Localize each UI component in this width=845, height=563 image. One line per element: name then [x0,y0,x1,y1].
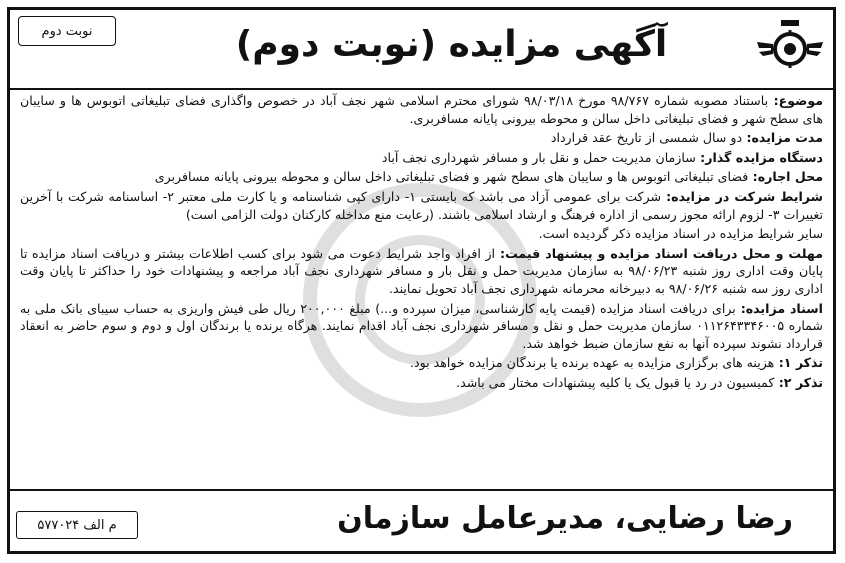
section-conditions: شرایط شرکت در مزایده: شرکت برای عمومی آزاد می باشد که بایستی ۱- دارای کپی شناسنامه و یا کارت ملی معتبر ۲- اساسنامه شرکت با آخرین تغییرات ۳- لزوم ارائه مجوز رسمی از اداره فرهنگ و ارشاد اسلامی باشند. (رعایت منع مداخله کارکنان دولت الزامی است) [20,188,823,222]
notice-header [10,10,833,90]
section-duration: مدت مزایده: دو سال شمسی از تاریخ عقد قرارداد [550,130,823,146]
round-badge: نوبت دوم [18,16,116,46]
section-documents: اسناد مزایده: برای دریافت اسناد مزایده (قیمت پایه کارشناسی، میزان سپرده و...) مبلغ ۲۰۰,۰۰۰ ریال طی فیش واریزی به حساب سیبای بانک ملی به شماره ۰۱۱۲۶۴۳۳۴۶۰۰۵ سازمان مدیریت حمل و نقل و مسافر شهرداری نجف آباد اقدام نمایند. هرگاه برنده یا برندگان اول و دوم و سوم حاضر به انعقاد قرارداد نشوند سپرده آنها به نفع سازمان ضبط خواهد شد. [20,300,823,351]
section-organizer: دستگاه مزایده گذار: سازمان مدیریت حمل و نقل بار و مسافر شهرداری نجف آباد [381,149,823,165]
section-note-1: تذکر ۱: هزینه های برگزاری مزایده به عهده برنده یا برندگان مزایده خواهد بود. [410,355,823,371]
section-other-conditions: سایر شرایط مزایده در اسناد مزایده ذکر گردیده است. [538,226,823,242]
section-subject: موضوع: باستناد مصوبه شماره ۹۸/۷۶۷ مورخ ۹۸/۰۳/۱۸ شورای محترم اسلامی شهر نجف آباد در خصوص واگذاری فضای تبلیغاتی اتوبوس ها و سایبان های سطح شهر و فضای تبلیغاتی داخل سالن و محوطه بیرونی پایانه مسافربری. [20,93,824,126]
section-location: محل اجاره: فضای تبلیغاتی اتوبوس ها و سایبان های سطح شهر و فضای تبلیغاتی داخل سالن و محوطه بیرونی پایانه مسافربری [154,169,823,185]
section-deadline: مهلت و محل دریافت اسناد مزایده و پیشنهاد قیمت: از افراد واجد شرایط دعوت می شود برای کسب اطلاعات بیشتر و دریافت اسناد مزایده تا پایان وقت اداری روز شنبه ۹۸/۰۶/۲۳ به سازمان مدیریت حمل و نقل بار و مسافر شهرداری نجف آباد مراجعه و پیشنهادات خود را حداکثر تا پایان وقت اداری روز سه شنبه ۹۸/۰۶/۲۶ به دبیرخانه محرمانه شهرداری نجف آباد تحویل نمایند. [20,245,823,296]
section-note-2: تذکر ۲: کمیسیون در رد یا قبول یک یا کلیه پیشنهادات مختار می باشد. [456,374,823,390]
notice-frame [7,7,836,554]
notice-title: آگهی مزایده (نوبت دوم) [235,24,668,65]
reference-badge: م الف ۵۷۷۰۲۴ [16,511,138,539]
notice-footer [10,489,833,551]
signature-line: رضا رضایی، مدیرعامل سازمان [337,501,793,536]
notice-body [20,92,823,467]
winged-wheel-logo-icon [755,18,825,80]
